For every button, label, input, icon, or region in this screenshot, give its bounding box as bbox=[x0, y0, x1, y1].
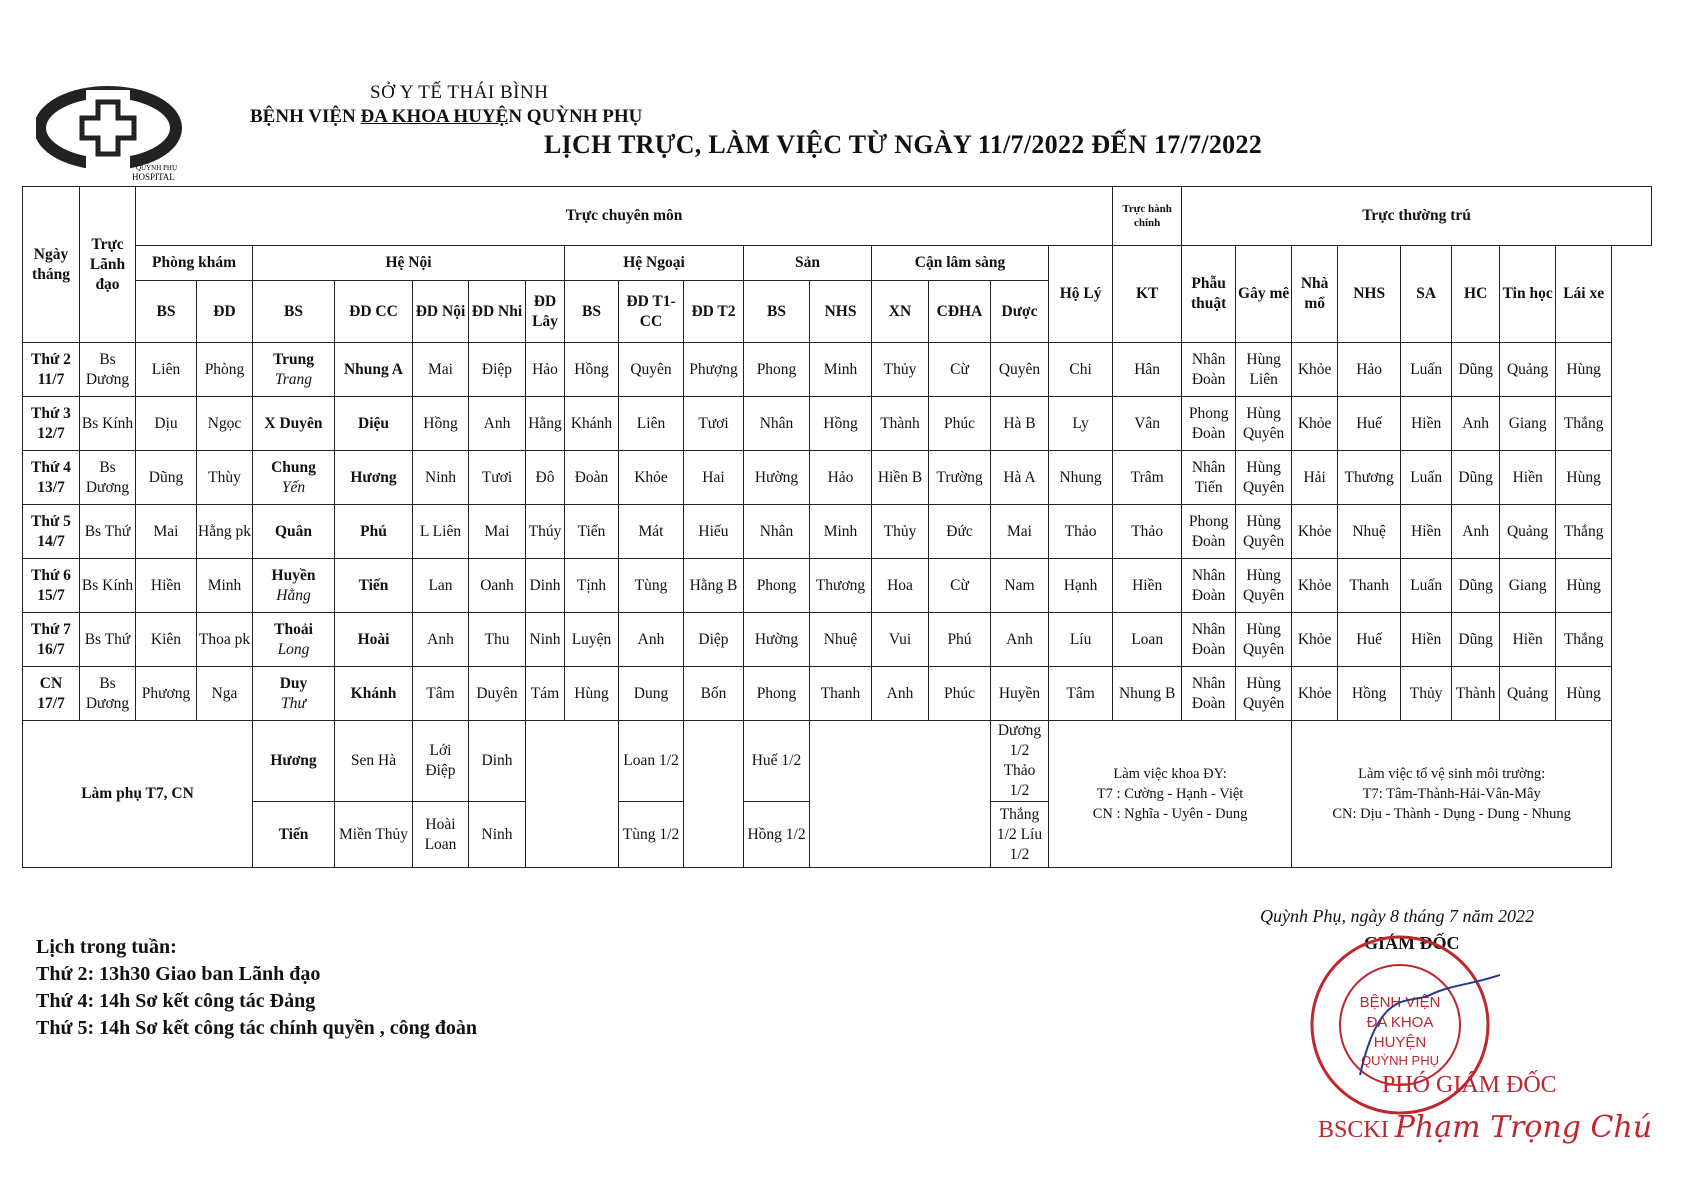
col-ngay-thang: Ngày tháng bbox=[23, 187, 80, 343]
cell-hn-bs: Trung Trang bbox=[253, 343, 335, 397]
col-hng-bs: BS bbox=[565, 281, 619, 343]
cell-day: CN 17/7 bbox=[23, 667, 80, 721]
cell-nhs: Thanh bbox=[1338, 559, 1401, 613]
svg-text:QUỲNH PHỤ: QUỲNH PHỤ bbox=[1360, 1053, 1440, 1068]
cell-sa: Luấn bbox=[1401, 559, 1452, 613]
cell-th: Giang bbox=[1500, 559, 1556, 613]
cell-duoc: Nam bbox=[991, 559, 1049, 613]
cell-gm: Hùng Liên bbox=[1236, 343, 1292, 397]
cell-th: Quảng bbox=[1500, 343, 1556, 397]
note-item: Thứ 2: 13h30 Giao ban Lãnh đạo bbox=[36, 963, 321, 985]
place-date: Quỳnh Phụ, ngày 8 tháng 7 năm 2022 bbox=[1260, 906, 1534, 926]
cell-holy: Chi bbox=[1049, 343, 1113, 397]
wk2-lay: Ninh bbox=[469, 802, 526, 868]
cell-xn: Thủy bbox=[872, 505, 929, 559]
group-truc-chuyen-mon: Trực chuyên môn bbox=[136, 187, 1113, 246]
cell-kt: Vân bbox=[1113, 397, 1182, 451]
cell-nm: Khỏe bbox=[1292, 667, 1338, 721]
cell-th: Giang bbox=[1500, 397, 1556, 451]
cell-lx: Thắng bbox=[1556, 613, 1612, 667]
cell-nhs: Hồng bbox=[1338, 667, 1401, 721]
col-gay-me: Gây mê bbox=[1236, 246, 1292, 343]
page-title: LỊCH TRỰC, LÀM VIỆC TỪ NGÀY 11/7/2022 ĐẾN 17/7/2022 bbox=[544, 130, 1263, 159]
note-item: Thứ 5: 14h Sơ kết công tác chính quyền , công đoàn bbox=[36, 1017, 477, 1039]
cell-hn-ddnoi: Mai bbox=[413, 343, 469, 397]
cell-leader: Bs Dương bbox=[80, 343, 136, 397]
cell-hn-ddlay: Ninh bbox=[526, 613, 565, 667]
cell-cdha: Phúc bbox=[929, 397, 991, 451]
cell-duoc: Hà A bbox=[991, 451, 1049, 505]
table-row bbox=[23, 343, 1652, 397]
cell-nhs: Thương bbox=[1338, 451, 1401, 505]
cell-hng-t2: Phượng bbox=[684, 343, 744, 397]
cell-leader: Bs Kính bbox=[80, 397, 136, 451]
cell-hc: Anh bbox=[1452, 397, 1500, 451]
cell-hn-ddlay: Hảo bbox=[526, 343, 565, 397]
cell-lx: Hùng bbox=[1556, 667, 1612, 721]
cell-sa: Luấn bbox=[1401, 343, 1452, 397]
cell-nm: Khỏe bbox=[1292, 505, 1338, 559]
cell-duoc: Mai bbox=[991, 505, 1049, 559]
cell-kt: Thảo bbox=[1113, 505, 1182, 559]
cell-hc: Anh bbox=[1452, 505, 1500, 559]
cell-hng-bs: Khánh bbox=[565, 397, 619, 451]
cell-hc: Dũng bbox=[1452, 451, 1500, 505]
col-san-nhs: NHS bbox=[810, 281, 872, 343]
cell-san-bs: Nhân bbox=[744, 505, 810, 559]
cell-san-nhs: Thanh bbox=[810, 667, 872, 721]
cell-hng-t1: Quyên bbox=[619, 343, 684, 397]
cell-san-nhs: Hồng bbox=[810, 397, 872, 451]
cell-th: Hiền bbox=[1500, 613, 1556, 667]
cell-pk-bs: Dũng bbox=[136, 451, 197, 505]
cell-xn: Vui bbox=[872, 613, 929, 667]
cell-hng-t2: Hằng B bbox=[684, 559, 744, 613]
cell-day: Thứ 6 15/7 bbox=[23, 559, 80, 613]
group-he-ngoai: Hệ Ngoại bbox=[565, 246, 744, 281]
weekend-label: Làm phụ T7, CN bbox=[23, 721, 253, 868]
cell-hn-ddlay: Thúy bbox=[526, 505, 565, 559]
svg-text:BỆNH VIỆN: BỆNH VIỆN bbox=[1359, 994, 1441, 1011]
cell-gm: Hùng Quyên bbox=[1236, 667, 1292, 721]
cell-hn-ddcc: Khánh bbox=[335, 667, 413, 721]
schedule-table bbox=[22, 186, 1652, 868]
wk1-nhi: Lới Điệp bbox=[413, 721, 469, 802]
col-nhs: NHS bbox=[1338, 246, 1401, 343]
cell-gm: Hùng Quyên bbox=[1236, 505, 1292, 559]
cell-hng-t2: Tươi bbox=[684, 397, 744, 451]
cell-day: Thứ 5 14/7 bbox=[23, 505, 80, 559]
cell-hng-bs: Hồng bbox=[565, 343, 619, 397]
cell-holy: Líu bbox=[1049, 613, 1113, 667]
notes-heading: Lịch trong tuần: bbox=[36, 936, 177, 958]
cell-hn-bs: Chung Yến bbox=[253, 451, 335, 505]
cell-cdha: Đức bbox=[929, 505, 991, 559]
cell-leader: Bs Dương bbox=[80, 451, 136, 505]
col-san-bs: BS bbox=[744, 281, 810, 343]
cell-hn-bs: X Duyên bbox=[253, 397, 335, 451]
col-hn-ddcc: ĐD CC bbox=[335, 281, 413, 343]
logo-text-1: QUỲNH PHỤ bbox=[136, 164, 178, 172]
khoa-dy-note: Làm việc khoa ĐY: T7 : Cường - Hạnh - Việt CN : Nghĩa - Uyên - Dung bbox=[1049, 721, 1292, 868]
cell-hn-bs: Thoải Long bbox=[253, 613, 335, 667]
wk2-holy: Thắng 1/2 Líu 1/2 bbox=[991, 802, 1049, 868]
cell-san-bs: Nhân bbox=[744, 397, 810, 451]
wk2-ddcc: Tiến bbox=[253, 802, 335, 868]
col-tin-hoc: Tin học bbox=[1500, 246, 1556, 343]
cell-kt: Hân bbox=[1113, 343, 1182, 397]
col-truc-lanh-dao: Trực Lãnh đạo bbox=[80, 187, 136, 343]
cell-nm: Khỏe bbox=[1292, 397, 1338, 451]
col-hng-ddt2: ĐD T2 bbox=[684, 281, 744, 343]
cell-lx: Hùng bbox=[1556, 559, 1612, 613]
cell-hng-bs: Hùng bbox=[565, 667, 619, 721]
cell-pk-dd: Ngọc bbox=[197, 397, 253, 451]
wk1-ddcc: Hương bbox=[253, 721, 335, 802]
col-cls-xn: XN bbox=[872, 281, 929, 343]
cell-hn-ddnoi: Ninh bbox=[413, 451, 469, 505]
cell-hn-ddlay: Đô bbox=[526, 451, 565, 505]
wk1-holy: Dương 1/2 Thảo 1/2 bbox=[991, 721, 1049, 802]
cell-hn-ddnoi: Lan bbox=[413, 559, 469, 613]
deputy-director: PHÓ GIÁM ĐỐC bbox=[1382, 1072, 1557, 1098]
cell-hn-bs: Quân bbox=[253, 505, 335, 559]
cell-pt: Phong Đoàn bbox=[1182, 397, 1236, 451]
cell-san-bs: Hường bbox=[744, 451, 810, 505]
cell-nm: Khỏe bbox=[1292, 343, 1338, 397]
table-row bbox=[23, 451, 1652, 505]
cell-duoc: Quyên bbox=[991, 343, 1049, 397]
cell-duoc: Anh bbox=[991, 613, 1049, 667]
col-cls-cdha: CĐHA bbox=[929, 281, 991, 343]
cell-hng-t1: Khỏe bbox=[619, 451, 684, 505]
cell-pk-bs: Hiền bbox=[136, 559, 197, 613]
cell-leader: Bs Dương bbox=[80, 667, 136, 721]
cell-day: Thứ 4 13/7 bbox=[23, 451, 80, 505]
cell-leader: Bs Thứ bbox=[80, 505, 136, 559]
cell-san-nhs: Hảo bbox=[810, 451, 872, 505]
cell-hn-ddnhi: Điệp bbox=[469, 343, 526, 397]
cell-pt: Phong Đoàn bbox=[1182, 505, 1236, 559]
col-hc: HC bbox=[1452, 246, 1500, 343]
col-pk-bs: BS bbox=[136, 281, 197, 343]
col-hn-bs: BS bbox=[253, 281, 335, 343]
svg-text:HUYỆN: HUYỆN bbox=[1373, 1034, 1427, 1051]
wk1-t2: Loan 1/2 bbox=[619, 721, 684, 802]
group-san: Sản bbox=[744, 246, 872, 281]
cell-san-bs: Phong bbox=[744, 343, 810, 397]
cell-hng-t1: Tùng bbox=[619, 559, 684, 613]
cell-pk-bs: Mai bbox=[136, 505, 197, 559]
wk2-nhs: Hồng 1/2 bbox=[744, 802, 810, 868]
cell-gm: Hùng Quyên bbox=[1236, 613, 1292, 667]
cell-xn: Hiền B bbox=[872, 451, 929, 505]
cell-nhs: Huế bbox=[1338, 613, 1401, 667]
cell-kt: Hiền bbox=[1113, 559, 1182, 613]
cell-hng-t1: Liên bbox=[619, 397, 684, 451]
cell-san-bs: Phong bbox=[744, 559, 810, 613]
hospital-logo bbox=[36, 84, 206, 184]
col-cls-duoc: Dược bbox=[991, 281, 1049, 343]
signer-name: BSCKI Phạm Trọng Chú bbox=[1318, 1110, 1653, 1145]
table-row bbox=[23, 397, 1652, 451]
cell-nm: Khỏe bbox=[1292, 613, 1338, 667]
wk-empty-3 bbox=[810, 721, 991, 868]
cell-hng-bs: Tịnh bbox=[565, 559, 619, 613]
cell-hng-t2: Hai bbox=[684, 451, 744, 505]
group-can-lam-sang: Cận lâm sàng bbox=[872, 246, 1049, 281]
cell-hn-ddnhi: Mai bbox=[469, 505, 526, 559]
cell-hn-ddnhi: Thu bbox=[469, 613, 526, 667]
cell-pk-dd: Thùy bbox=[197, 451, 253, 505]
table-row bbox=[23, 505, 1652, 559]
cell-sa: Luấn bbox=[1401, 451, 1452, 505]
cell-san-bs: Phong bbox=[744, 667, 810, 721]
wk2-noi: Miền Thủy bbox=[335, 802, 413, 868]
cell-hn-ddnhi: Anh bbox=[469, 397, 526, 451]
table-row bbox=[23, 613, 1652, 667]
wk2-t2: Tùng 1/2 bbox=[619, 802, 684, 868]
cell-xn: Thủy bbox=[872, 343, 929, 397]
cell-hn-ddcc: Phú bbox=[335, 505, 413, 559]
cell-cdha: Cừ bbox=[929, 559, 991, 613]
cell-hn-ddnhi: Duyên bbox=[469, 667, 526, 721]
note-item: Thứ 4: 14h Sơ kết công tác Đảng bbox=[36, 990, 316, 1012]
cell-hc: Dũng bbox=[1452, 613, 1500, 667]
cell-th: Quảng bbox=[1500, 505, 1556, 559]
cell-pt: Nhân Tiến bbox=[1182, 451, 1236, 505]
cell-san-nhs: Minh bbox=[810, 505, 872, 559]
col-lai-xe: Lái xe bbox=[1556, 246, 1612, 343]
cell-hn-ddlay: Tám bbox=[526, 667, 565, 721]
group-truc-hanh-chinh: Trực hành chính bbox=[1113, 187, 1182, 246]
cell-nhs: Hảo bbox=[1338, 343, 1401, 397]
wk1-nhs: Huế 1/2 bbox=[744, 721, 810, 802]
cell-hng-t1: Mát bbox=[619, 505, 684, 559]
cell-hn-ddlay: Hằng bbox=[526, 397, 565, 451]
cell-holy: Nhung bbox=[1049, 451, 1113, 505]
cell-kt: Loan bbox=[1113, 613, 1182, 667]
cell-sa: Hiền bbox=[1401, 397, 1452, 451]
cell-hn-ddcc: Hoài bbox=[335, 613, 413, 667]
cell-day: Thứ 2 11/7 bbox=[23, 343, 80, 397]
col-sa: SA bbox=[1401, 246, 1452, 343]
cell-xn: Anh bbox=[872, 667, 929, 721]
weekly-schedule-notes bbox=[36, 934, 477, 1042]
col-phau-thuat: Phẫu thuật bbox=[1182, 246, 1236, 343]
cell-cdha: Phú bbox=[929, 613, 991, 667]
cell-cdha: Cừ bbox=[929, 343, 991, 397]
cell-lx: Thắng bbox=[1556, 505, 1612, 559]
col-ho-ly: Hộ Lý bbox=[1049, 246, 1113, 343]
ve-sinh-note: Làm việc tổ vệ sinh môi trường: T7: Tâm-Thành-Hải-Vân-Mây CN: Dịu - Thành - Dụng - Dung - Nhung bbox=[1292, 721, 1612, 868]
cell-hng-t1: Dung bbox=[619, 667, 684, 721]
cell-nhs: Nhuệ bbox=[1338, 505, 1401, 559]
col-nha-mo: Nhà mổ bbox=[1292, 246, 1338, 343]
department-name: SỞ Y TẾ THÁI BÌNH bbox=[370, 82, 549, 103]
col-hng-ddt1: ĐD T1-CC bbox=[619, 281, 684, 343]
col-hn-ddnoi: ĐD Nội bbox=[413, 281, 469, 343]
hospital-name: BỆNH VIỆN ĐA KHOA HUYỆN QUỲNH PHỤ bbox=[250, 106, 643, 127]
cell-hn-ddcc: Tiến bbox=[335, 559, 413, 613]
cell-pk-bs: Dịu bbox=[136, 397, 197, 451]
cell-holy: Hạnh bbox=[1049, 559, 1113, 613]
cell-lx: Hùng bbox=[1556, 451, 1612, 505]
cell-hn-bs: Duy Thư bbox=[253, 667, 335, 721]
svg-text:ĐA KHOA: ĐA KHOA bbox=[1366, 1014, 1434, 1031]
cell-hn-ddnhi: Oanh bbox=[469, 559, 526, 613]
cell-san-nhs: Minh bbox=[810, 343, 872, 397]
cell-kt: Nhung B bbox=[1113, 667, 1182, 721]
cell-holy: Tâm bbox=[1049, 667, 1113, 721]
cell-hn-ddcc: Diệu bbox=[335, 397, 413, 451]
group-he-noi: Hệ Nội bbox=[253, 246, 565, 281]
cell-hn-ddcc: Hương bbox=[335, 451, 413, 505]
cell-hng-t1: Anh bbox=[619, 613, 684, 667]
cell-hn-ddnoi: Anh bbox=[413, 613, 469, 667]
cell-day: Thứ 3 12/7 bbox=[23, 397, 80, 451]
cell-pk-dd: Nga bbox=[197, 667, 253, 721]
cell-pk-dd: Phòng bbox=[197, 343, 253, 397]
cell-day: Thứ 7 16/7 bbox=[23, 613, 80, 667]
col-pk-dd: ĐD bbox=[197, 281, 253, 343]
cell-gm: Hùng Quyên bbox=[1236, 559, 1292, 613]
cell-cdha: Phúc bbox=[929, 667, 991, 721]
cell-san-nhs: Nhuệ bbox=[810, 613, 872, 667]
cell-pk-bs: Kiên bbox=[136, 613, 197, 667]
cell-hc: Dũng bbox=[1452, 559, 1500, 613]
wk2-nhi: Hoài Loan bbox=[413, 802, 469, 868]
cell-san-nhs: Thương bbox=[810, 559, 872, 613]
cell-hng-bs: Đoàn bbox=[565, 451, 619, 505]
cell-hc: Dũng bbox=[1452, 343, 1500, 397]
wk1-noi: Sen Hà bbox=[335, 721, 413, 802]
cell-hn-ddlay: Dinh bbox=[526, 559, 565, 613]
cell-pt: Nhân Đoàn bbox=[1182, 667, 1236, 721]
cell-pt: Nhân Đoàn bbox=[1182, 343, 1236, 397]
cell-hn-ddnoi: Hồng bbox=[413, 397, 469, 451]
table-row bbox=[23, 667, 1652, 721]
cell-nm: Khỏe bbox=[1292, 559, 1338, 613]
cell-lx: Hùng bbox=[1556, 343, 1612, 397]
cell-leader: Bs Thứ bbox=[80, 613, 136, 667]
cell-xn: Thành bbox=[872, 397, 929, 451]
cell-pk-dd: Thoa pk bbox=[197, 613, 253, 667]
cell-hng-t2: Bốn bbox=[684, 667, 744, 721]
cell-hn-ddnoi: L Liên bbox=[413, 505, 469, 559]
cell-san-bs: Hường bbox=[744, 613, 810, 667]
cell-cdha: Trường bbox=[929, 451, 991, 505]
cell-hng-bs: Luyện bbox=[565, 613, 619, 667]
cell-leader: Bs Kính bbox=[80, 559, 136, 613]
cell-hng-t2: Diệp bbox=[684, 613, 744, 667]
table-row bbox=[23, 559, 1652, 613]
cell-th: Hiền bbox=[1500, 451, 1556, 505]
cell-nm: Hải bbox=[1292, 451, 1338, 505]
cell-sa: Thủy bbox=[1401, 667, 1452, 721]
cell-hn-ddnhi: Tươi bbox=[469, 451, 526, 505]
cell-holy: Ly bbox=[1049, 397, 1113, 451]
cell-duoc: Huyền bbox=[991, 667, 1049, 721]
cell-pk-bs: Phương bbox=[136, 667, 197, 721]
cell-pt: Nhân Đoàn bbox=[1182, 613, 1236, 667]
cell-sa: Hiền bbox=[1401, 613, 1452, 667]
cell-lx: Thắng bbox=[1556, 397, 1612, 451]
cell-pt: Nhân Đoàn bbox=[1182, 559, 1236, 613]
cell-duoc: Hà B bbox=[991, 397, 1049, 451]
group-truc-thuong-tru: Trực thường trú bbox=[1182, 187, 1652, 246]
cell-gm: Hùng Quyên bbox=[1236, 451, 1292, 505]
wk1-lay: Dinh bbox=[469, 721, 526, 802]
cell-holy: Thảo bbox=[1049, 505, 1113, 559]
cell-hn-bs: Huyền Hằng bbox=[253, 559, 335, 613]
col-kt: KT bbox=[1113, 246, 1182, 343]
col-hn-ddlay: ĐD Lây bbox=[526, 281, 565, 343]
col-hn-ddnhi: ĐD Nhi bbox=[469, 281, 526, 343]
cell-pk-bs: Liên bbox=[136, 343, 197, 397]
cell-sa: Hiền bbox=[1401, 505, 1452, 559]
cell-hc: Thành bbox=[1452, 667, 1500, 721]
cell-pk-dd: Hằng pk bbox=[197, 505, 253, 559]
wk-empty-2 bbox=[684, 721, 744, 868]
logo-text-2: HOSPITAL bbox=[132, 172, 175, 182]
cell-gm: Hùng Quyên bbox=[1236, 397, 1292, 451]
signature-role: GIÁM ĐỐC bbox=[1364, 933, 1460, 953]
group-phong-kham: Phòng khám bbox=[136, 246, 253, 281]
cell-th: Quảng bbox=[1500, 667, 1556, 721]
cell-hn-ddcc: Nhung A bbox=[335, 343, 413, 397]
cell-xn: Hoa bbox=[872, 559, 929, 613]
cell-hng-bs: Tiến bbox=[565, 505, 619, 559]
wk-empty-1 bbox=[526, 721, 619, 868]
cell-hng-t2: Hiếu bbox=[684, 505, 744, 559]
cell-pk-dd: Minh bbox=[197, 559, 253, 613]
cell-hn-ddnoi: Tâm bbox=[413, 667, 469, 721]
cell-kt: Trâm bbox=[1113, 451, 1182, 505]
cell-nhs: Huế bbox=[1338, 397, 1401, 451]
